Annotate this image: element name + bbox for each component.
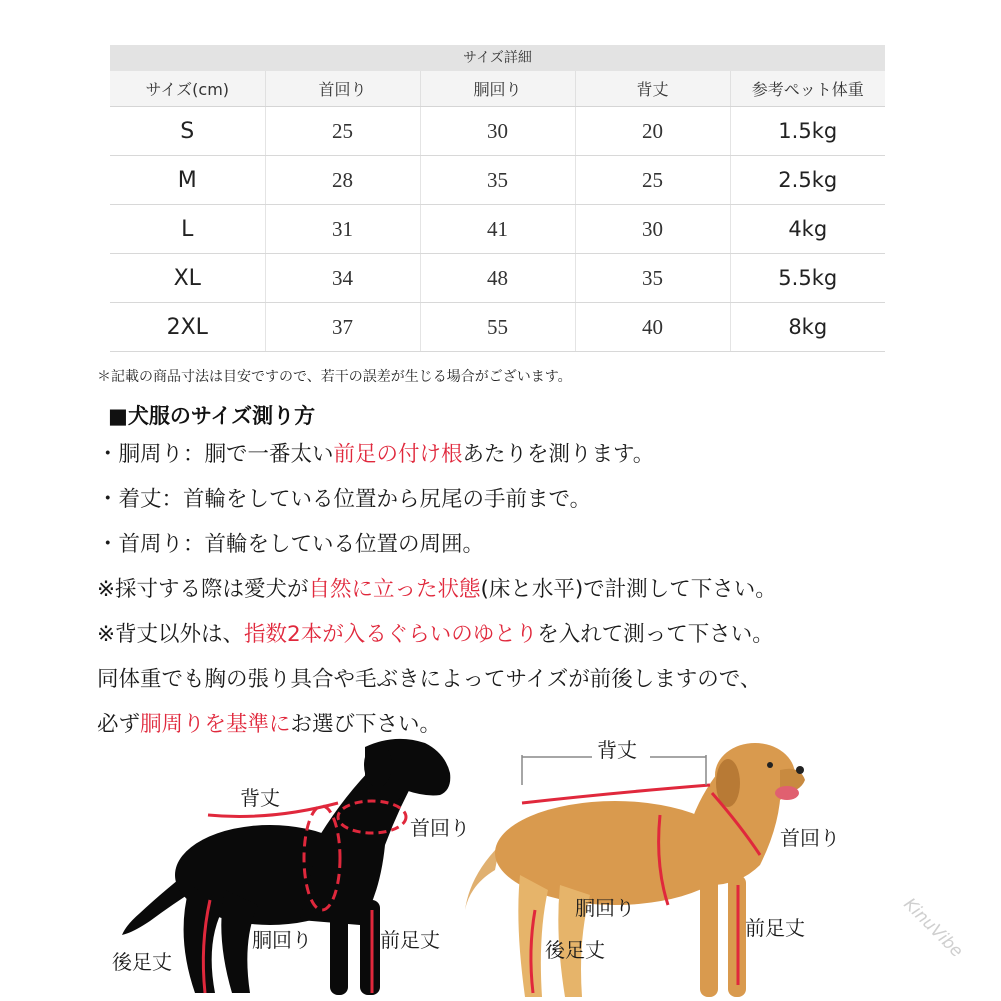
weight-cell: 2.5kg — [730, 156, 885, 205]
highlight-text: 指数2本が入るぐらいのゆとり — [244, 622, 538, 647]
line-text: あたりを測ります。 — [462, 442, 655, 467]
label-neck-left: 首回り — [410, 816, 470, 840]
size-cell: L — [110, 205, 265, 254]
table-title: サイズ詳細 — [110, 45, 885, 71]
girth-cell: 48 — [420, 254, 575, 303]
header-girth: 胴回り — [420, 71, 575, 107]
instruction-list — [97, 436, 977, 751]
highlight-text: 自然に立った状態 — [308, 577, 481, 602]
neck-cell: 34 — [265, 254, 420, 303]
weight-cell: 8kg — [730, 303, 885, 352]
label-back-length-left: 背丈 — [240, 786, 280, 810]
header-size: サイズ(cm) — [110, 71, 265, 107]
instruction-line — [97, 571, 977, 616]
line-text: ・胴周り：胴で一番太い — [97, 442, 334, 467]
weight-cell: 4kg — [730, 205, 885, 254]
girth-cell: 41 — [420, 205, 575, 254]
girth-cell: 30 — [420, 107, 575, 156]
measure-heading: ■犬服のサイズ測り方 — [108, 404, 316, 428]
label-girth-left: 胴回り — [252, 928, 312, 952]
line-text: お選び下さい。 — [290, 712, 442, 737]
label-front-leg-right: 前足丈 — [745, 916, 805, 940]
header-neck: 首回り — [265, 71, 420, 107]
line-text: を入れて測って下さい。 — [537, 622, 774, 647]
table-row — [110, 205, 885, 254]
back-length-cell: 20 — [575, 107, 730, 156]
measurement-diagram — [0, 735, 1001, 1001]
back-length-cell: 25 — [575, 156, 730, 205]
label-back-length-right: 背丈 — [597, 738, 637, 762]
weight-cell: 1.5kg — [730, 107, 885, 156]
line-text: ・首周り：首輪をしている位置の周囲。 — [97, 532, 485, 557]
highlight-text: 前足の付け根 — [333, 442, 463, 467]
header-weight: 参考ペット体重 — [730, 71, 885, 107]
instruction-line — [97, 526, 977, 571]
label-hind-leg-right: 後足丈 — [545, 938, 605, 962]
instruction-line — [97, 436, 977, 481]
line-text: (床と水平)で計測して下さい。 — [480, 577, 777, 602]
girth-cell: 55 — [420, 303, 575, 352]
size-cell: S — [110, 107, 265, 156]
table-row — [110, 156, 885, 205]
label-neck-right: 首回り — [780, 826, 840, 850]
line-text: 同体重でも胸の張り具合や毛ぶきによってサイズが前後しますので、 — [97, 667, 762, 692]
back-length-cell: 40 — [575, 303, 730, 352]
size-cell: M — [110, 156, 265, 205]
label-girth-right: 胴回り — [575, 896, 635, 920]
line-text: 必ず — [97, 712, 141, 737]
table-row — [110, 303, 885, 352]
size-cell: 2XL — [110, 303, 265, 352]
size-cell: XL — [110, 254, 265, 303]
header-back-length: 背丈 — [575, 71, 730, 107]
neck-cell: 31 — [265, 205, 420, 254]
instruction-line — [97, 481, 977, 526]
back-length-cell: 35 — [575, 254, 730, 303]
neck-cell: 25 — [265, 107, 420, 156]
line-text: ※背丈以外は、 — [97, 622, 245, 647]
table-row — [110, 107, 885, 156]
instruction-line — [97, 616, 977, 661]
instruction-line — [97, 661, 977, 706]
dog-photo-right — [465, 743, 805, 997]
line-text: ・着丈：首輪をしている位置から尻尾の手前まで。 — [97, 487, 592, 512]
label-hind-leg-left: 後足丈 — [112, 950, 172, 974]
table-row — [110, 254, 885, 303]
table-header-row — [110, 71, 885, 107]
watermark: KinuVibe — [899, 894, 967, 962]
line-text: ※採寸する際は愛犬が — [97, 577, 309, 602]
weight-cell: 5.5kg — [730, 254, 885, 303]
label-front-leg-left: 前足丈 — [380, 928, 440, 952]
back-length-tape — [522, 785, 710, 803]
highlight-text: 胴周りを基準に — [140, 712, 291, 737]
neck-cell: 28 — [265, 156, 420, 205]
neck-cell: 37 — [265, 303, 420, 352]
size-table — [110, 45, 885, 352]
girth-cell: 35 — [420, 156, 575, 205]
back-length-cell: 30 — [575, 205, 730, 254]
disclaimer-note: ＊記載の商品寸法は目安ですので、若干の誤差が生じる場合がございます。 — [97, 369, 572, 385]
